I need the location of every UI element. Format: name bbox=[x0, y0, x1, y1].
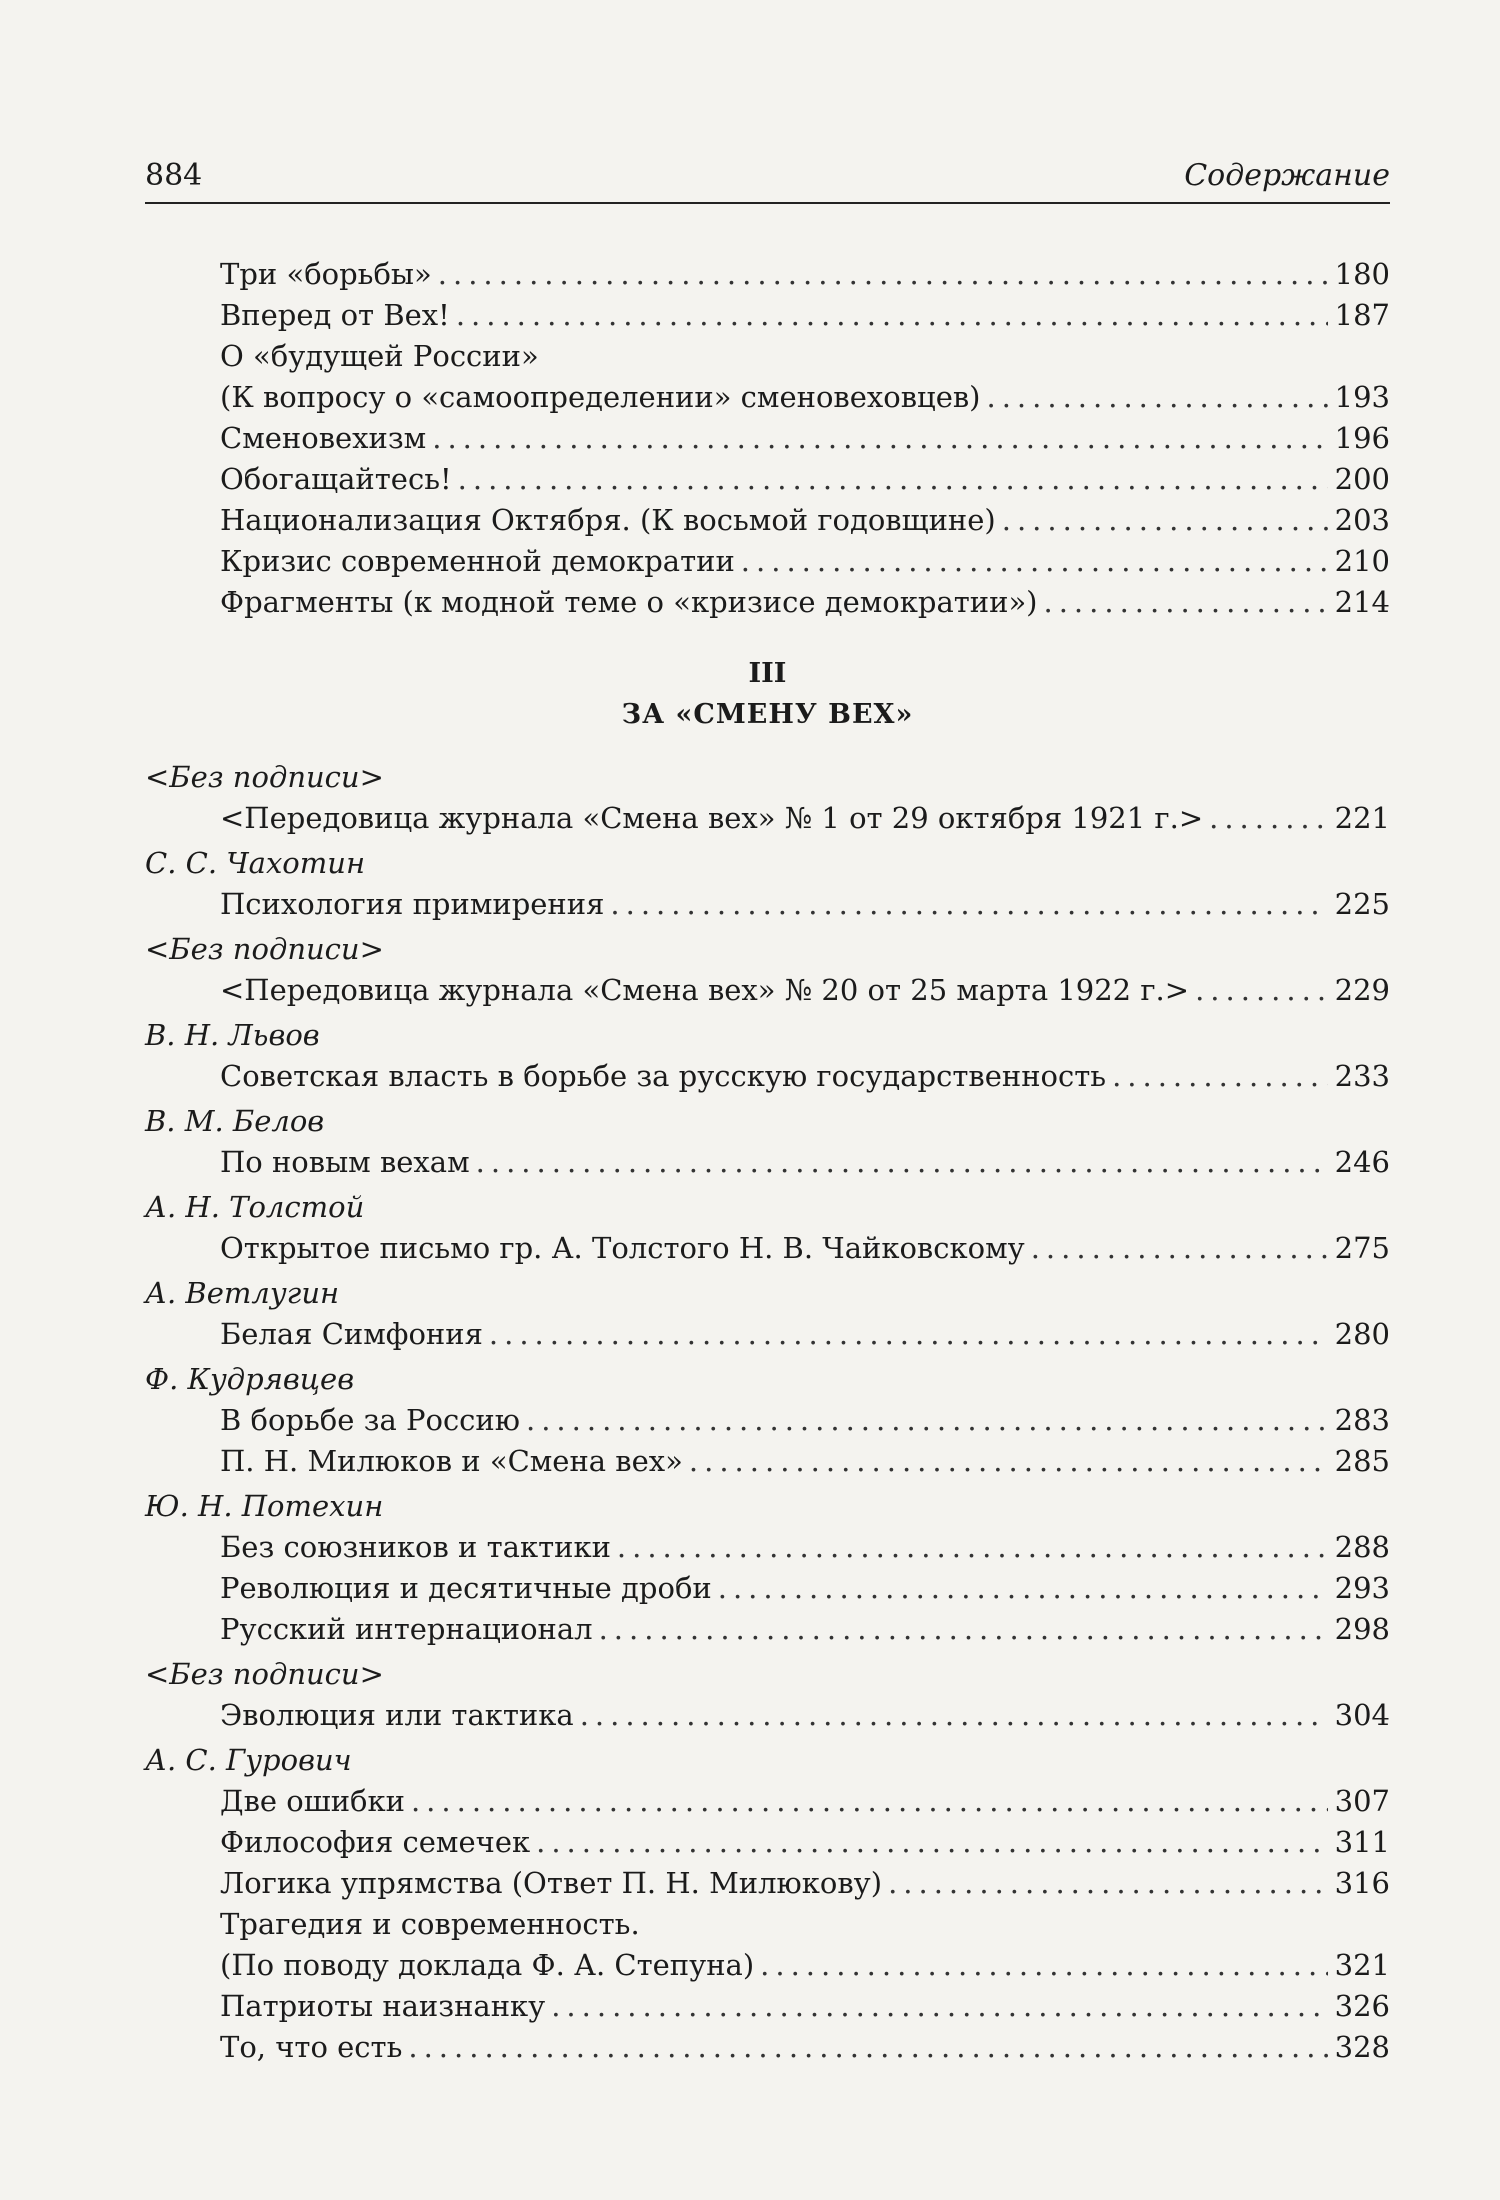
toc-entry-title: То, что есть bbox=[220, 2030, 403, 2064]
dot-leader bbox=[1209, 798, 1328, 839]
toc-entry-title: По новым вехам bbox=[220, 1145, 470, 1179]
dot-leader bbox=[610, 884, 1328, 925]
author-name: <Без подписи> bbox=[145, 760, 384, 794]
toc-entry-page: 321 bbox=[1334, 1948, 1390, 1982]
author-name: А. Ветлугин bbox=[145, 1276, 340, 1310]
toc-entry-title: В борьбе за Россию bbox=[220, 1403, 520, 1437]
toc-entry bbox=[145, 582, 1390, 623]
toc-entry-title: Обогащайтесь! bbox=[220, 462, 452, 496]
toc-entry-page: 293 bbox=[1334, 1571, 1390, 1605]
toc-entry-title: Эволюция или тактика bbox=[220, 1698, 574, 1732]
toc-entry-page: 275 bbox=[1334, 1231, 1390, 1265]
toc-entry-page: 283 bbox=[1334, 1403, 1390, 1437]
toc-entry-title: Национализация Октября. (К восьмой годовщине) bbox=[220, 503, 996, 537]
dot-leader bbox=[432, 418, 1328, 459]
toc-entry-page: 214 bbox=[1334, 585, 1390, 619]
toc-entry-title: Вперед от Вех! bbox=[220, 298, 450, 332]
toc-entry-title: Кризис современной демократии bbox=[220, 544, 735, 578]
author-group bbox=[145, 1740, 1390, 2068]
toc-entry-page: 210 bbox=[1334, 544, 1390, 578]
toc-entry-title: О «будущей России» bbox=[220, 339, 539, 373]
author-name: В. М. Белов bbox=[145, 1104, 325, 1138]
toc-entry-title: Русский интернационал bbox=[220, 1612, 593, 1646]
toc-entry-page: 196 bbox=[1334, 421, 1390, 455]
dot-leader bbox=[1002, 500, 1328, 541]
toc-entry-title: <Передовица журнала «Смена вех» № 20 от 25 марта 1922 г.> bbox=[220, 973, 1190, 1007]
toc-entry bbox=[145, 1400, 1390, 1441]
header-rule bbox=[145, 202, 1390, 204]
toc-entry-page: 246 bbox=[1334, 1145, 1390, 1179]
toc-entry-title: Психология примирения bbox=[220, 887, 605, 921]
toc-entry-title: Трагедия и современность. bbox=[220, 1907, 640, 1941]
toc-entry bbox=[145, 1228, 1390, 1269]
author-name: Ю. Н. Потехин bbox=[145, 1489, 384, 1523]
toc-entry-title: П. Н. Милюков и «Смена вех» bbox=[220, 1444, 683, 1478]
part2-entries bbox=[145, 254, 1390, 623]
dot-leader bbox=[489, 1314, 1328, 1355]
dot-leader bbox=[408, 2027, 1328, 2068]
dot-leader bbox=[888, 1863, 1328, 1904]
toc-entry bbox=[145, 254, 1390, 295]
page-header bbox=[145, 158, 1390, 193]
author-group bbox=[145, 1101, 1390, 1183]
author-name: <Без подписи> bbox=[145, 932, 384, 966]
toc-entry bbox=[145, 1056, 1390, 1097]
toc-entry bbox=[145, 2027, 1390, 2068]
toc-entry-title: Без союзников и тактики bbox=[220, 1530, 611, 1564]
toc-entry-title: Советская власть в борьбе за русскую государственность bbox=[220, 1059, 1107, 1093]
section-title: ЗА «СМЕНУ ВЕХ» bbox=[621, 699, 914, 730]
author-name: А. Н. Толстой bbox=[145, 1190, 365, 1224]
dot-leader bbox=[1044, 582, 1329, 623]
toc-entry-page: 288 bbox=[1334, 1530, 1390, 1564]
toc-entry-title: Две ошибки bbox=[220, 1784, 405, 1818]
toc-entry-title: Революция и десятичные дроби bbox=[220, 1571, 712, 1605]
running-title: Содержание bbox=[1184, 158, 1390, 193]
author-group bbox=[145, 1015, 1390, 1097]
toc-entry bbox=[145, 1142, 1390, 1183]
dot-leader bbox=[987, 377, 1329, 418]
toc-entry bbox=[145, 377, 1390, 418]
author-group bbox=[145, 1359, 1390, 1482]
dot-leader bbox=[1031, 1228, 1328, 1269]
toc-entry-page: 326 bbox=[1334, 1989, 1390, 2023]
dot-leader bbox=[438, 254, 1328, 295]
toc-entry bbox=[145, 1568, 1390, 1609]
toc-entry-title: (По поводу доклада Ф. А. Степуна) bbox=[220, 1948, 755, 1982]
dot-leader bbox=[760, 1945, 1328, 1986]
toc-entry bbox=[145, 1822, 1390, 1863]
toc-entry-page: 225 bbox=[1334, 887, 1390, 921]
author-group bbox=[145, 1654, 1390, 1736]
toc-entry bbox=[145, 1986, 1390, 2027]
toc-entry-page: 298 bbox=[1334, 1612, 1390, 1646]
dot-leader bbox=[551, 1986, 1328, 2027]
toc-entry-title: Сменовехизм bbox=[220, 421, 427, 455]
toc-entry-title: Философия семечек bbox=[220, 1825, 531, 1859]
dot-leader bbox=[617, 1527, 1328, 1568]
toc-entry-page: 307 bbox=[1334, 1784, 1390, 1818]
toc-entry-title: Открытое письмо гр. А. Толстого Н. В. Чайковскому bbox=[220, 1231, 1025, 1265]
toc-entry bbox=[145, 418, 1390, 459]
dot-leader bbox=[718, 1568, 1328, 1609]
author-group bbox=[145, 1273, 1390, 1355]
toc-entry-page: 229 bbox=[1334, 973, 1390, 1007]
toc-entry bbox=[145, 1441, 1390, 1482]
dot-leader bbox=[1195, 970, 1328, 1011]
dot-leader bbox=[1112, 1056, 1328, 1097]
toc-entry-page: 221 bbox=[1334, 801, 1390, 835]
toc-entry bbox=[145, 541, 1390, 582]
toc-entry-page: 316 bbox=[1334, 1866, 1390, 1900]
author-name: А. С. Гурович bbox=[145, 1743, 352, 1777]
author-name: В. Н. Львов bbox=[145, 1018, 320, 1052]
dot-leader bbox=[741, 541, 1328, 582]
toc-entry bbox=[145, 1781, 1390, 1822]
author-name: Ф. Кудрявцев bbox=[145, 1362, 355, 1396]
toc-entry bbox=[145, 1695, 1390, 1736]
toc-entry-page: 187 bbox=[1334, 298, 1390, 332]
toc-entry bbox=[145, 1945, 1390, 1986]
toc-entry-page: 203 bbox=[1334, 503, 1390, 537]
toc-entry-page: 193 bbox=[1334, 380, 1390, 414]
dot-leader bbox=[689, 1441, 1328, 1482]
toc-entry-page: 311 bbox=[1334, 1825, 1390, 1859]
toc-entry bbox=[145, 1314, 1390, 1355]
dot-leader bbox=[456, 295, 1328, 336]
dot-leader bbox=[458, 459, 1328, 500]
dot-leader bbox=[476, 1142, 1328, 1183]
toc-entry bbox=[145, 1609, 1390, 1650]
author-name: С. С. Чахотин bbox=[145, 846, 366, 880]
toc-entry bbox=[145, 798, 1390, 839]
section-number: III bbox=[748, 658, 787, 689]
toc-entry-page: 200 bbox=[1334, 462, 1390, 496]
toc-entry-page: 304 bbox=[1334, 1698, 1390, 1732]
page-number: 884 bbox=[145, 158, 203, 193]
toc-entry-page: 328 bbox=[1334, 2030, 1390, 2064]
dot-leader bbox=[536, 1822, 1328, 1863]
toc-entry-title: Фрагменты (к модной теме о «кризисе демократии») bbox=[220, 585, 1038, 619]
toc-entry-title: <Передовица журнала «Смена вех» № 1 от 29 октября 1921 г.> bbox=[220, 801, 1204, 835]
author-name: <Без подписи> bbox=[145, 1657, 384, 1691]
author-group bbox=[145, 757, 1390, 839]
toc-entry-title: Логика упрямства (Ответ П. Н. Милюкову) bbox=[220, 1866, 883, 1900]
toc-entry bbox=[145, 500, 1390, 541]
toc-entry-page: 280 bbox=[1334, 1317, 1390, 1351]
dot-leader bbox=[411, 1781, 1328, 1822]
toc-entry bbox=[145, 1863, 1390, 1904]
toc-entry bbox=[145, 295, 1390, 336]
table-of-contents bbox=[145, 254, 1390, 2070]
author-group bbox=[145, 1187, 1390, 1269]
dot-leader bbox=[599, 1609, 1328, 1650]
toc-entry-page: 180 bbox=[1334, 257, 1390, 291]
toc-entry-title: (К вопросу о «самоопределении» сменовеховцев) bbox=[220, 380, 981, 414]
toc-entry-page: 233 bbox=[1334, 1059, 1390, 1093]
toc-entry-title: Патриоты наизнанку bbox=[220, 1989, 546, 2023]
toc-entry bbox=[145, 970, 1390, 1011]
toc-entry-title: Три «борьбы» bbox=[220, 257, 432, 291]
toc-entry bbox=[145, 1527, 1390, 1568]
toc-entry bbox=[145, 884, 1390, 925]
dot-leader bbox=[526, 1400, 1328, 1441]
author-group bbox=[145, 929, 1390, 1011]
toc-entry-title: Белая Симфония bbox=[220, 1317, 483, 1351]
toc-entry bbox=[145, 459, 1390, 500]
author-groups bbox=[145, 757, 1390, 2068]
toc-entry-page: 285 bbox=[1334, 1444, 1390, 1478]
author-group bbox=[145, 1486, 1390, 1650]
dot-leader bbox=[580, 1695, 1328, 1736]
author-group bbox=[145, 843, 1390, 925]
